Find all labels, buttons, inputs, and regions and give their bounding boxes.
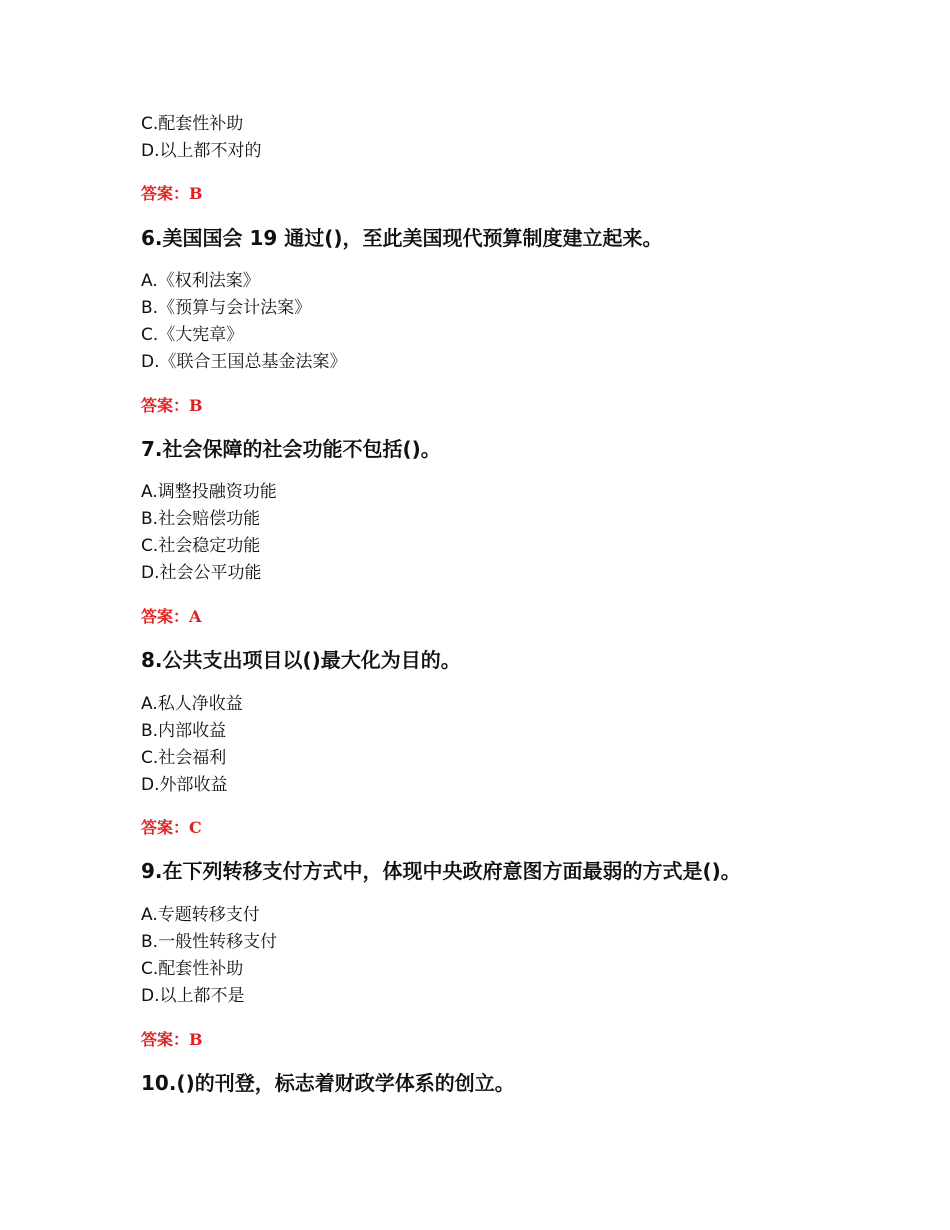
q9-option-c: C.配套性补助 xyxy=(141,959,244,979)
q7-answer: 答案：A xyxy=(141,607,202,626)
q8-answer: 答案：C xyxy=(141,818,202,837)
q9-option-d: D.以上都不是 xyxy=(141,986,245,1006)
q5-option-d: D.以上都不对的 xyxy=(141,141,262,161)
q7-option-b: B.社会赔偿功能 xyxy=(141,509,261,529)
q9-answer: 答案：B xyxy=(141,1030,203,1049)
q6-option-d: D.《联合王国总基金法案》 xyxy=(141,352,347,372)
q5-answer: 答案：B xyxy=(141,184,203,203)
q6-option-a: A.《权利法案》 xyxy=(141,271,260,291)
q6-title: 6.美国国会 19 通过()，至此美国现代预算制度建立起来。 xyxy=(141,226,663,250)
q6-option-c: C.《大宪章》 xyxy=(141,325,244,345)
q8-option-d: D.外部收益 xyxy=(141,775,228,795)
q7-option-a: A.调整投融资功能 xyxy=(141,482,277,502)
q9-title: 9.在下列转移支付方式中，体现中央政府意图方面最弱的方式是()。 xyxy=(141,859,741,883)
q6-option-b: B.《预算与会计法案》 xyxy=(141,298,312,318)
q8-option-b: B.内部收益 xyxy=(141,721,227,741)
q6-answer: 答案：B xyxy=(141,396,203,415)
q9-option-a: A.专题转移支付 xyxy=(141,905,260,925)
q7-option-d: D.社会公平功能 xyxy=(141,563,262,583)
q7-option-c: C.社会稳定功能 xyxy=(141,536,261,556)
q9-option-b: B.一般性转移支付 xyxy=(141,932,278,952)
q10-title: 10.()的刊登，标志着财政学体系的创立。 xyxy=(141,1071,515,1095)
q8-option-a: A.私人净收益 xyxy=(141,694,243,714)
q8-title: 8.公共支出项目以()最大化为目的。 xyxy=(141,648,461,672)
q7-title: 7.社会保障的社会功能不包括()。 xyxy=(141,437,441,461)
q8-option-c: C.社会福利 xyxy=(141,748,227,768)
q5-option-c: C.配套性补助 xyxy=(141,114,244,134)
